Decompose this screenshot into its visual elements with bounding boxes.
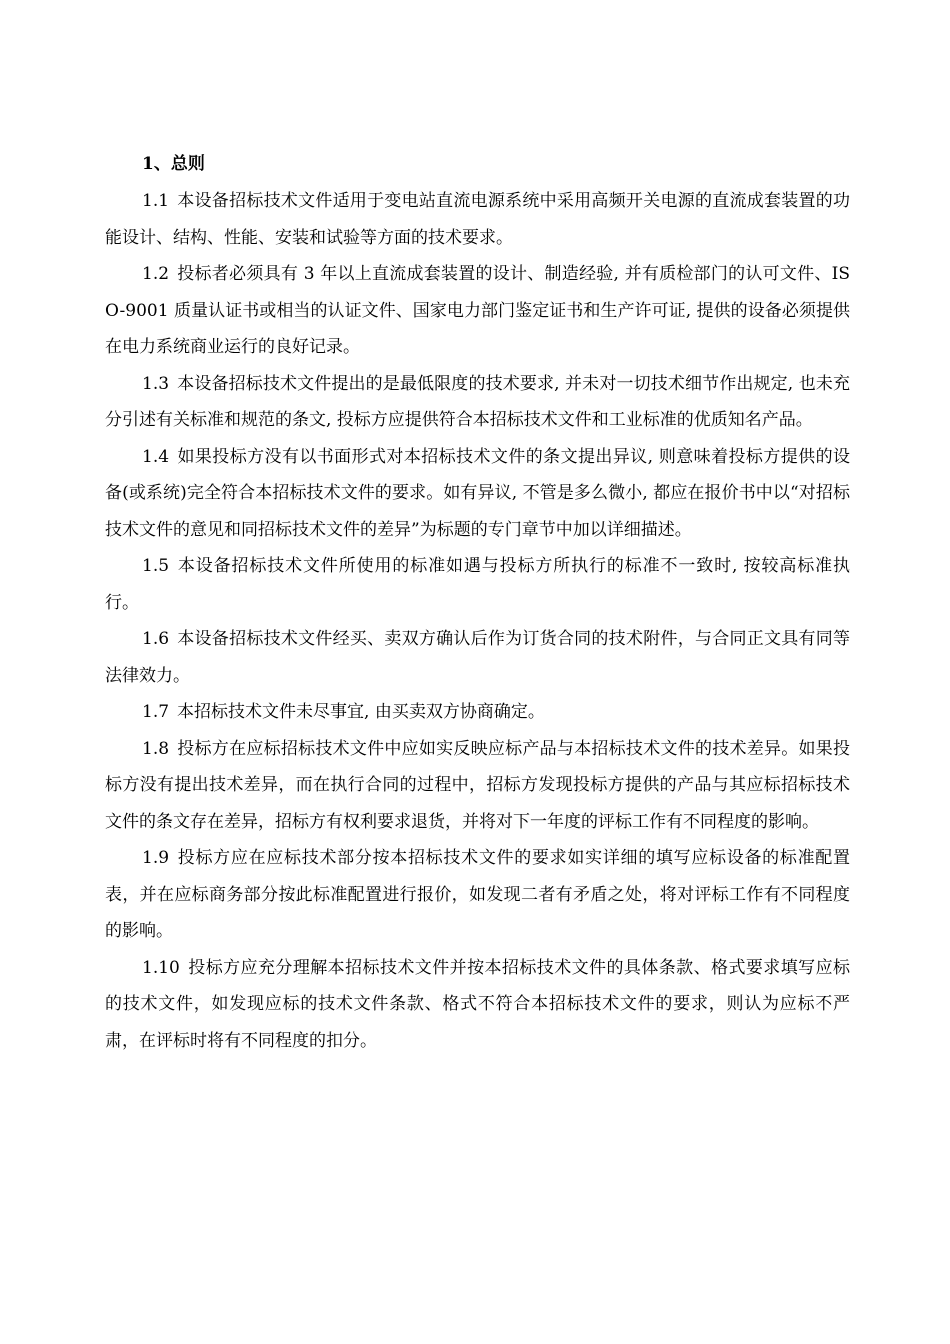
- clause-text: 投标方在应标招标技术文件中应如实反映应标产品与本招标技术文件的技术差异。如果投标方没有提出技术差异，而在执行合同的过程中，招标方发现投标方提供的产品与其应标招标技术文件的条文存在差异，招标方有权利要求退货，并将对下一年度的评标工作有不同程度的影响。: [105, 738, 850, 832]
- clause-text: 投标者必须具有 3 年以上直流成套装置的设计、制造经验, 并有质检部门的认可文件、ISO-9001 质量认证书或相当的认证文件、国家电力部门鉴定证书和生产许可证, 提供的设备必须提供在电力系统商业运行的良好记录。: [105, 264, 850, 357]
- clause-number: 1.9: [142, 848, 170, 868]
- clause-number: 1.7: [142, 702, 170, 722]
- clause-paragraph: [105, 183, 850, 256]
- document-body: [105, 146, 850, 1059]
- clause-number: 1.6: [142, 629, 170, 649]
- clause-text: 本设备招标技术文件提出的是最低限度的技术要求, 并未对一切技术细节作出规定, 也未充分引述有关标准和规范的条文, 投标方应提供符合本招标技术文件和工业标准的优质知名产品。: [105, 373, 850, 430]
- clause-paragraph: [105, 366, 850, 439]
- clause-paragraph: [105, 256, 850, 366]
- clause-text: 投标方应充分理解本招标技术文件并按本招标技术文件的具体条款、格式要求填写应标的技术文件，如发现应标的技术文件条款、格式不符合本招标技术文件的要求，则认为应标不严肃，在评标时将有不同程度的扣分。: [105, 957, 850, 1051]
- clause-number: 1.4: [142, 446, 170, 467]
- clause-number: 1.2: [142, 264, 170, 284]
- clause-paragraph: [105, 950, 850, 1060]
- clause-text: 投标方应在应标技术部分按本招标技术文件的要求如实详细的填写应标设备的标准配置表，并在应标商务部分按此标准配置进行报价，如发现二者有矛盾之处，将对评标工作有不同程度的影响。: [105, 848, 850, 941]
- clause-text: 如果投标方没有以书面形式对本招标技术文件的条文提出异议, 则意味着投标方提供的设备(或系统)完全符合本招标技术文件的要求。如有异议, 不管是多么微小, 都应在报价书中以“对招标技术文件的意见和同招标技术文件的差异”为标题的专门章节中加以详细描述。: [105, 446, 850, 540]
- clause-paragraph: [105, 694, 850, 731]
- section-heading: 1、总则: [142, 154, 205, 174]
- clause-number: 1.10: [142, 957, 180, 978]
- clause-text: 本招标技术文件未尽事宜, 由买卖双方协商确定。: [177, 702, 545, 722]
- clause-number: 1.1: [142, 191, 170, 211]
- clause-number: 1.8: [142, 738, 170, 759]
- clause-number: 1.3: [142, 373, 170, 394]
- clause-paragraph: [105, 731, 850, 841]
- clause-number: 1.5: [142, 556, 170, 576]
- clause-paragraph: [105, 840, 850, 950]
- clause-paragraph: [105, 621, 850, 694]
- clause-text: 本设备招标技术文件所使用的标准如遇与投标方所执行的标准不一致时, 按较高标准执行。: [105, 556, 850, 613]
- clause-paragraph: [105, 439, 850, 549]
- clause-text: 本设备招标技术文件经买、卖双方确认后作为订货合同的技术附件，与合同正文具有同等法律效力。: [105, 629, 850, 686]
- clause-text: 本设备招标技术文件适用于变电站直流电源系统中采用高频开关电源的直流成套装置的功能设计、结构、性能、安装和试验等方面的技术要求。: [105, 191, 850, 248]
- clause-paragraph: [105, 548, 850, 621]
